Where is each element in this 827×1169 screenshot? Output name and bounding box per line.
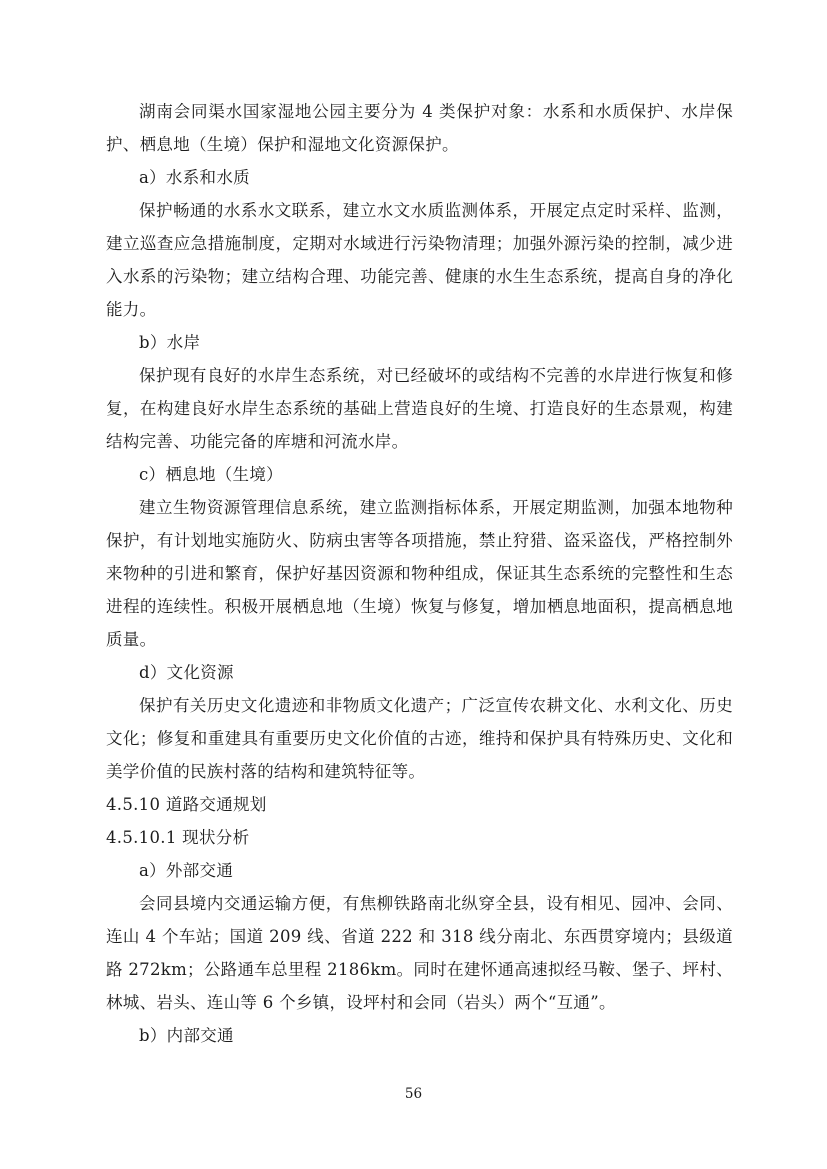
paragraph-protection-overview: 湖南会同渠水国家湿地公园主要分为 4 类保护对象：水系和水质保护、水岸保护、栖息地（生境）保护和湿地文化资源保护。 [106, 102, 733, 154]
paragraph-waterfront: 保护现有良好的水岸生态系统，对已经破坏的或结构不完善的水岸进行恢复和修复，在构建良好水岸生态系统的基础上营造良好的生境、打造良好的生态景观，构建结构完善、功能完备的库塘和河流水岸。 [106, 366, 733, 451]
item-a-water-system-quality: a）水系和水质 [139, 168, 250, 187]
paragraph-cultural-resources: 保护有关历史文化遗迹和非物质文化遗产；广泛宣传农耕文化、水利文化、历史文化；修复和重建具有重要历史文化价值的古迹，维持和保护具有特殊历史、文化和美学价值的民族村落的结构和建筑特征等。 [106, 696, 733, 781]
item-a-external-traffic: a）外部交通 [139, 861, 234, 880]
heading-current-status-analysis: 4.5.10.1 现状分析 [106, 828, 250, 847]
paragraph-external-traffic: 会同县境内交通运输方便，有焦柳铁路南北纵穿全县，设有相见、园冲、会同、连山 4 个车站；国道 209 线、省道 222 和 318 线分南北、东西贯穿境内；县级道路 272km；公路通车总里程 2186km。同时在建怀通高速拟经马鞍、堡子、坪村、林城、岩头、连山等 6 个乡镇，设坪村和会同（岩头）两个“互通”。 [106, 894, 733, 1012]
heading-road-traffic-planning: 4.5.10 道路交通规划 [106, 795, 267, 814]
item-b-internal-traffic: b）内部交通 [139, 1026, 234, 1045]
item-c-habitat: c）栖息地（生境） [139, 465, 283, 484]
paragraph-water-system-quality: 保护畅通的水系水文联系，建立水文水质监测体系，开展定点定时采样、监测，建立巡查应急措施制度，定期对水域进行污染物清理；加强外源污染的控制，减少进入水系的污染物；建立结构合理、功能完善、健康的水生生态系统，提高自身的净化能力。 [106, 201, 733, 319]
page-number: 56 [404, 1086, 423, 1102]
paragraph-habitat: 建立生物资源管理信息系统，建立监测指标体系，开展定期监测，加强本地物种保护，有计划地实施防火、防病虫害等各项措施，禁止狩猎、盗采盗伐，严格控制外来物种的引进和繁育，保护好基因资源和物种组成，保证其生态系统的完整性和生态进程的连续性。积极开展栖息地（生境）恢复与修复，增加栖息地面积，提高栖息地质量。 [106, 498, 733, 649]
document-content [106, 95, 733, 1052]
item-d-cultural-resources: d）文化资源 [139, 663, 234, 682]
item-b-waterfront: b）水岸 [139, 333, 201, 352]
